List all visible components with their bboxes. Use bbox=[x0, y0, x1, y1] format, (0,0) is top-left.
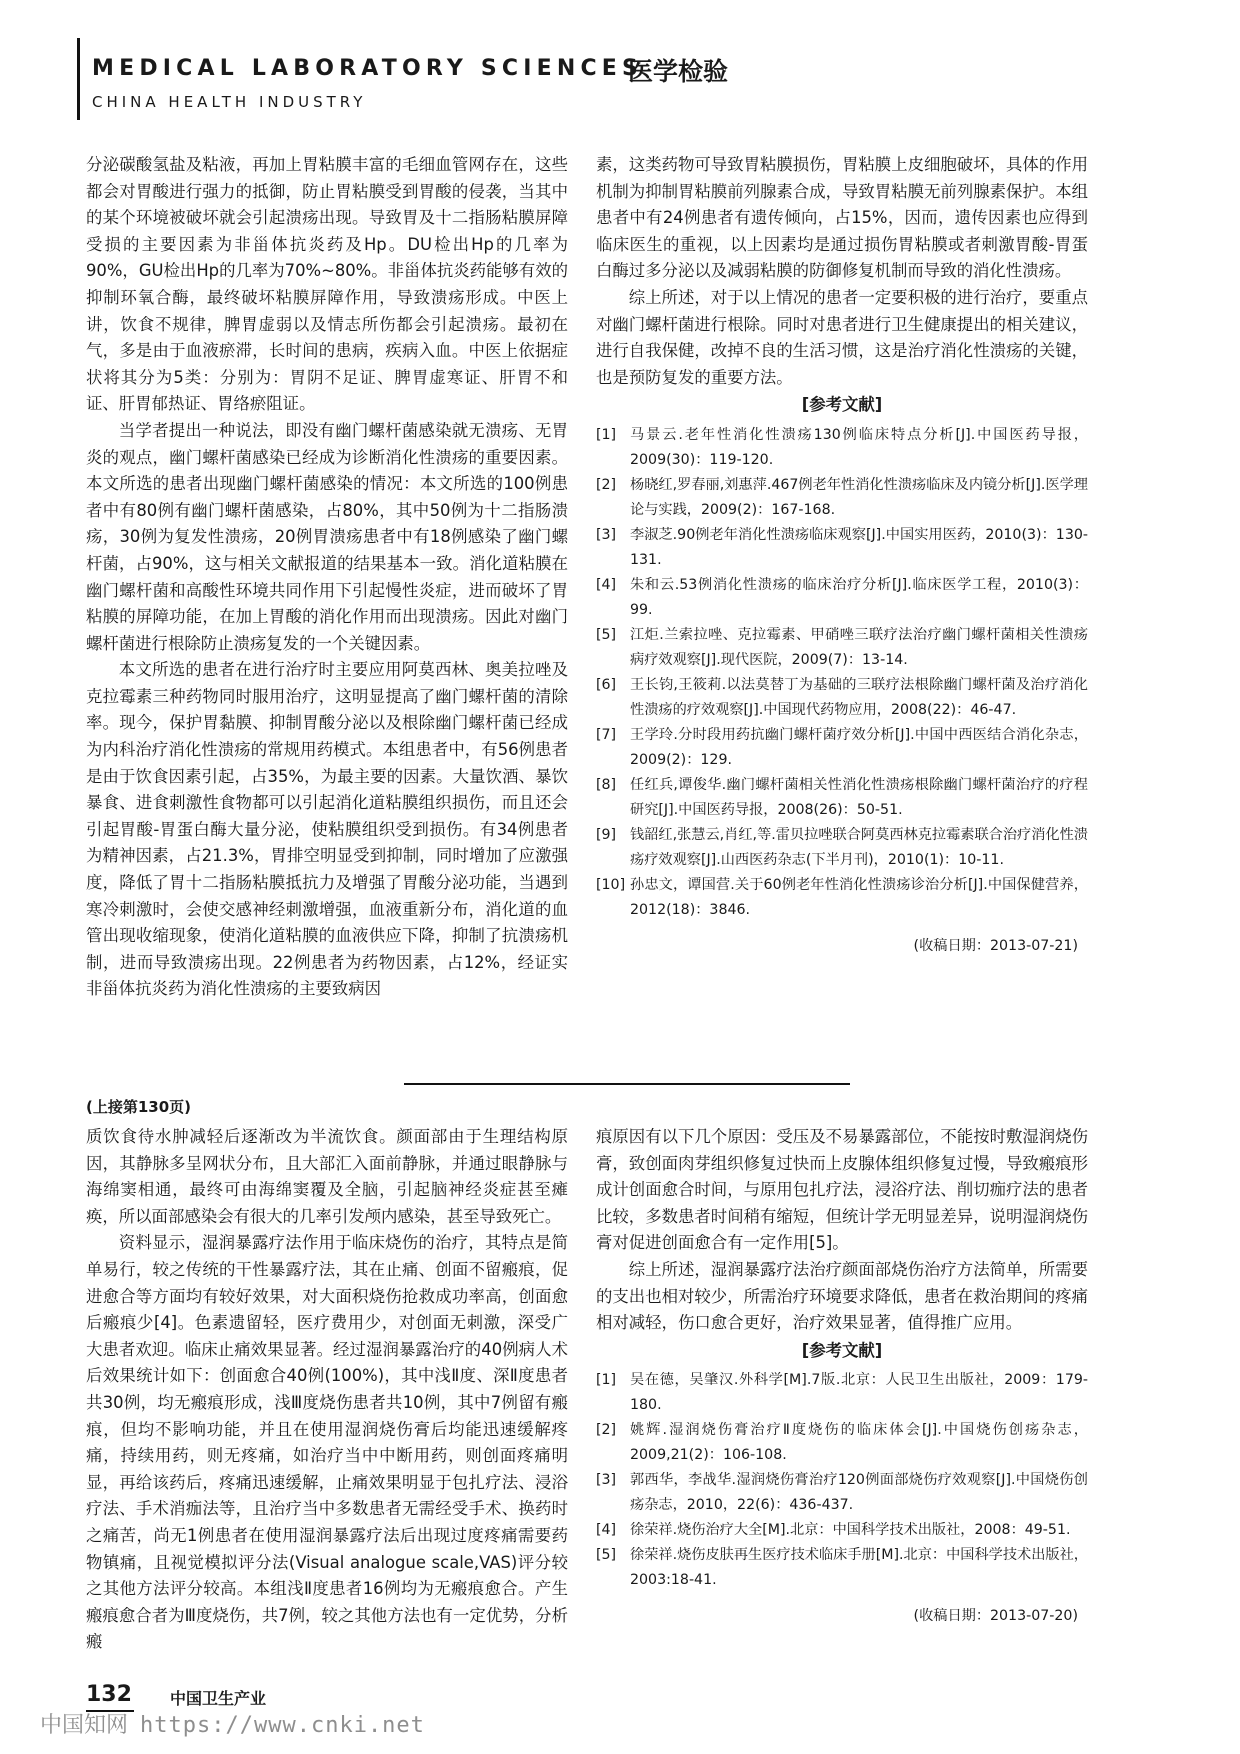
reference-number: [10] bbox=[596, 876, 626, 893]
reference-item bbox=[596, 1468, 1088, 1518]
top-right-paragraph-2: 综上所述，对于以上情况的患者一定要积极的进行治疗，要重点对幽门螺杆菌进行根除。同时对患者进行卫生健康提出的相关建议，进行自我保健，改掉不良的生活习惯，这是治疗消化性溃疡的关键，也是预防复发的重要方法。 bbox=[596, 287, 1088, 387]
reference-item bbox=[596, 423, 1088, 473]
reference-item bbox=[596, 873, 1088, 923]
reference-text: 马景云.老年性消化性溃疡130例临床特点分析[J].中国医药导报，2009(30)：119-120. bbox=[630, 426, 1088, 468]
reference-text: 吴在德，吴肇汉.外科学[M].7版.北京：人民卫生出版社，2009：179-180. bbox=[630, 1372, 1088, 1414]
bottom-right-paragraph-1: 痕原因有以下几个原因：受压及不易暴露部位，不能按时敷湿润烧伤膏，致创面肉芽组织修复过快而上皮腺体组织修复过慢，导致瘢痕形成计创面愈合时间，与原用包扎疗法，浸浴疗法、削切痂疗法的患者比较，多数患者时间稍有缩短，但统计学无明显差异，说明湿润烧伤膏对促进创面愈合有一定作用[5]。 bbox=[596, 1127, 1088, 1253]
reference-item bbox=[596, 1368, 1088, 1418]
header-rule bbox=[77, 38, 80, 120]
reference-number: [4] bbox=[596, 1522, 617, 1539]
top-left-paragraph-3: 本文所选的患者在进行治疗时主要应用阿莫西林、奥美拉唑及克拉霉素三种药物同时服用治疗，这明显提高了幽门螺杆菌的清除率。现今，保护胃黏膜、抑制胃酸分泌以及根除幽门螺杆菌已经成为内科治疗消化性溃疡的常规用药模式。本组患者中，有56例患者是由于饮食因素引起，占35%，为最主要的因素。大量饮酒、暴饮暴食、进食刺激性食物都可以引起消化道粘膜组织损伤，而且还会引起胃酸-胃蛋白酶大量分泌，使粘膜组织受到损伤。有34例患者为精神因素，占21.3%，胃排空明显受到抑制，同时增加了应激强度，降低了胃十二指肠粘膜抵抗力及增强了胃酸分泌功能，当遇到寒冷刺激时，会使交感神经刺激增强，血液重新分布，消化道的血管出现收缩现象，使消化道粘膜的血液供应下降，抑制了抗溃疡机制，进而导致溃疡出现。22例患者为药物因素，占12%，经证实非甾体抗炎药为消化性溃疡的主要致病因 bbox=[86, 660, 568, 999]
reference-number: [5] bbox=[596, 1547, 617, 1564]
reference-text: 郭西华，李战华.湿润烧伤膏治疗120例面部烧伤疗效观察[J].中国烧伤创疡杂志，2010，22(6)：436-437. bbox=[630, 1472, 1088, 1514]
reference-text: 钱韶红,张慧云,肖红,等.雷贝拉唑联合阿莫西林克拉霉素联合治疗消化性溃疡疗效观察[J].山西医药杂志(下半月刊)，2010(1)：10-11. bbox=[630, 826, 1088, 868]
top-left-paragraph-1: 分泌碳酸氢盐及粘液，再加上胃粘膜丰富的毛细血管网存在，这些都会对胃酸进行强力的抵御，防止胃粘膜受到胃酸的侵袭，当其中的某个环境被破坏就会引起溃疡出现。导致胃及十二指肠粘膜屏障受损的主要因素为非甾体抗炎药及Hp。DU检出Hp的几率为90%，GU检出Hp的几率为70%~80%。非甾体抗炎药能够有效的抑制环氧合酶，最终破坏粘膜屏障作用，导致溃疡形成。中医上讲，饮食不规律，脾胃虚弱以及情志所伤都会引起溃疡。最初在气，多是由于血液瘀滞，长时间的患病，疾病入血。中医上依据症状将其分为5类：分别为：胃阴不足证、脾胃虚寒证、肝胃不和证、肝胃郁热证、胃络瘀阻证。 bbox=[86, 155, 568, 414]
bottom-right-paragraph-2: 综上所述，湿润暴露疗法治疗颜面部烧伤治疗方法简单，所需要的支出也相对较少，所需治疗环境要求降低，患者在救治期间的疼痛相对减轻，伤口愈合更好，治疗效果显著，值得推广应用。 bbox=[596, 1259, 1088, 1333]
references-list bbox=[596, 1368, 1088, 1593]
journal-name-cn: 中国卫生产业 bbox=[170, 1689, 267, 1708]
reference-number: [3] bbox=[596, 526, 617, 543]
reference-text: 任红兵,谭俊华.幽门螺杆菌相关性消化性溃疡根除幽门螺杆菌治疗的疗程研究[J].中国医药导报，2008(26)：50-51. bbox=[630, 776, 1088, 818]
watermark-site: 中国知网 bbox=[40, 1713, 129, 1738]
reference-item bbox=[596, 1543, 1088, 1593]
reference-text: 王学玲.分时段用药抗幽门螺杆菌疗效分析[J].中国中西医结合消化杂志，2009(2)：129. bbox=[630, 726, 1088, 768]
reference-text: 徐荣祥.烧伤皮肤再生医疗技术临床手册[M].北京：中国科学技术出版社，2003:18-41. bbox=[630, 1547, 1088, 1589]
references-heading: [参考文献] bbox=[801, 1340, 883, 1360]
reference-number: [6] bbox=[596, 676, 617, 693]
reference-number: [7] bbox=[596, 726, 617, 743]
reference-text: 江炬.兰索拉唑、克拉霉素、甲硝唑三联疗法治疗幽门螺杆菌相关性溃疡病疗效观察[J].现代医院，2009(7)：13-14. bbox=[630, 626, 1088, 668]
reference-number: [1] bbox=[596, 1372, 617, 1389]
reference-text: 王长钧,王筱莉.以法莫替丁为基础的三联疗法根除幽门螺杆菌及治疗消化性溃疡的疗效观察[J].中国现代药物应用，2008(22)：46-47. bbox=[630, 676, 1088, 718]
reference-item bbox=[596, 723, 1088, 773]
top-left-column bbox=[86, 152, 568, 1003]
top-right-paragraph-1: 素，这类药物可导致胃粘膜损伤，胃粘膜上皮细胞破坏，具体的作用机制为抑制胃粘膜前列腺素合成，导致胃粘膜无前列腺素保护。本组患者中有24例患者有遗传倾向，占15%，因而，遗传因素也应得到临床医生的重视，以上因素均是通过损伤胃粘膜或者刺激胃酸-胃蛋白酶过多分泌以及减弱粘膜的防御修复机制而导致的消化性溃疡。 bbox=[596, 155, 1088, 281]
bottom-right-column bbox=[596, 1124, 1088, 1630]
section-title-cn: 医学检验 bbox=[628, 57, 729, 86]
journal-title-en: MEDICAL LABORATORY SCIENCES bbox=[92, 56, 644, 81]
top-right-column bbox=[596, 152, 1088, 960]
reference-number: [4] bbox=[596, 576, 617, 593]
journal-subtitle-en: CHINA HEALTH INDUSTRY bbox=[92, 93, 367, 111]
reference-item bbox=[596, 673, 1088, 723]
reference-item bbox=[596, 773, 1088, 823]
top-left-paragraph-2: 当学者提出一种说法，即没有幽门螺杆菌感染就无溃疡、无胃炎的观点，幽门螺杆菌感染已经成为诊断消化性溃疡的重要因素。本文所选的患者出现幽门螺杆菌感染的情况：本文所选的100例患者中有80例有幽门螺杆菌感染，占80%，其中50例为十二指肠溃疡，30例为复发性溃疡，20例胃溃疡患者中有18例感染了幽门螺杆菌，占90%，这与相关文献报道的结果基本一致。消化道粘膜在幽门螺杆菌和高酸性环境共同作用下引起慢性炎症，进而破坏了胃粘膜的屏障功能，在加上胃酸的消化作用而出现溃疡。因此对幽门螺杆菌进行根除防止溃疡复发的一个关键因素。 bbox=[86, 420, 568, 653]
reference-number: [3] bbox=[596, 1472, 617, 1489]
reference-text: 徐荣祥.烧伤治疗大全[M].北京：中国科学技术出版社，2008：49-51. bbox=[630, 1522, 1071, 1539]
article-divider bbox=[404, 1083, 850, 1085]
page-number: 132 bbox=[86, 1682, 132, 1707]
reference-number: [5] bbox=[596, 626, 617, 643]
continued-from-label: (上接第130页) bbox=[86, 1098, 192, 1116]
references-heading: [参考文献] bbox=[801, 395, 883, 415]
reference-item bbox=[596, 473, 1088, 523]
bottom-left-paragraph-2: 资料显示，湿润暴露疗法作用于临床烧伤的治疗，其特点是简单易行，较之传统的干性暴露疗法，其在止痛、创面不留瘢痕，促进愈合等方面均有较好效果，对大面积烧伤抢救成功率高，创面愈后瘢痕少[4]。色素遗留轻，医疗费用少，对创面无刺激，深受广大患者欢迎。临床止痛效果显著。经过湿润暴露治疗的40例病人术后效果统计如下：创面愈合40例(100%)，其中浅Ⅱ度、深Ⅱ度患者共30例，均无瘢痕形成，浅Ⅲ度烧伤患者共10例，其中7例留有瘢痕，但均不影响功能，并且在使用湿润烧伤膏后均能迅速缓解疼痛，持续用药，则无疼痛，如治疗当中中断用药，则创面疼痛明显，再给该药后，疼痛迅速缓解，止痛效果明显于包扎疗法、浸浴疗法、手术消痂法等，且治疗当中多数患者无需经受手术、换药时之痛苦，尚无1例患者在使用湿润暴露疗法后出现过度疼痛需要药物镇痛，且视觉模拟评分法(Visual analogue scale,VAS)评分较之其他方法评分较高。本组浅Ⅱ度患者16例均为无瘢痕愈合。产生瘢痕愈合者为Ⅲ度烧伤，共7例，较之其他方法也有一定优势，分析瘢 bbox=[86, 1233, 568, 1652]
references-list bbox=[596, 423, 1088, 923]
reference-text: 杨晓红,罗春丽,刘惠萍.467例老年性消化性溃疡临床及内镜分析[J].医学理论与实践，2009(2)：167-168. bbox=[630, 476, 1088, 518]
received-date: (收稿日期：2013-07-20) bbox=[913, 1608, 1078, 1625]
reference-item bbox=[596, 1418, 1088, 1468]
reference-text: 孙忠文，谭国营.关于60例老年性消化性溃疡诊治分析[J].中国保健营养，2012(18)：3846. bbox=[630, 876, 1088, 918]
reference-number: [8] bbox=[596, 776, 617, 793]
reference-item bbox=[596, 1518, 1088, 1543]
reference-number: [2] bbox=[596, 1422, 617, 1439]
reference-item bbox=[596, 823, 1088, 873]
reference-item bbox=[596, 523, 1088, 573]
reference-item bbox=[596, 573, 1088, 623]
reference-text: 朱和云.53例消化性溃疡的临床治疗分析[J].临床医学工程，2010(3)：99. bbox=[630, 576, 1088, 618]
bottom-left-paragraph-1: 质饮食待水肿减轻后逐渐改为半流饮食。颜面部由于生理结构原因，其静脉多呈网状分布，且大部汇入面前静脉，并通过眼静脉与海绵窦相通，最终可由海绵窦覆及全脑，引起脑神经炎症甚至瘫痪，所以面部感染会有很大的几率引发颅内感染，甚至导致死亡。 bbox=[86, 1127, 568, 1226]
reference-text: 姚辉.湿润烧伤膏治疗Ⅱ度烧伤的临床体会[J].中国烧伤创疡杂志，2009,21(2)：106-108. bbox=[630, 1422, 1088, 1464]
bottom-left-column bbox=[86, 1124, 568, 1656]
reference-number: [9] bbox=[596, 826, 617, 843]
received-date: (收稿日期：2013-07-21) bbox=[913, 937, 1078, 954]
reference-item bbox=[596, 623, 1088, 673]
reference-text: 李淑芝.90例老年消化性溃疡临床观察[J].中国实用医药，2010(3)：130-131. bbox=[630, 526, 1088, 568]
reference-number: [2] bbox=[596, 476, 617, 493]
reference-number: [1] bbox=[596, 426, 617, 443]
cnki-watermark bbox=[40, 1708, 425, 1739]
watermark-url: https://www.cnki.net bbox=[140, 1713, 425, 1738]
